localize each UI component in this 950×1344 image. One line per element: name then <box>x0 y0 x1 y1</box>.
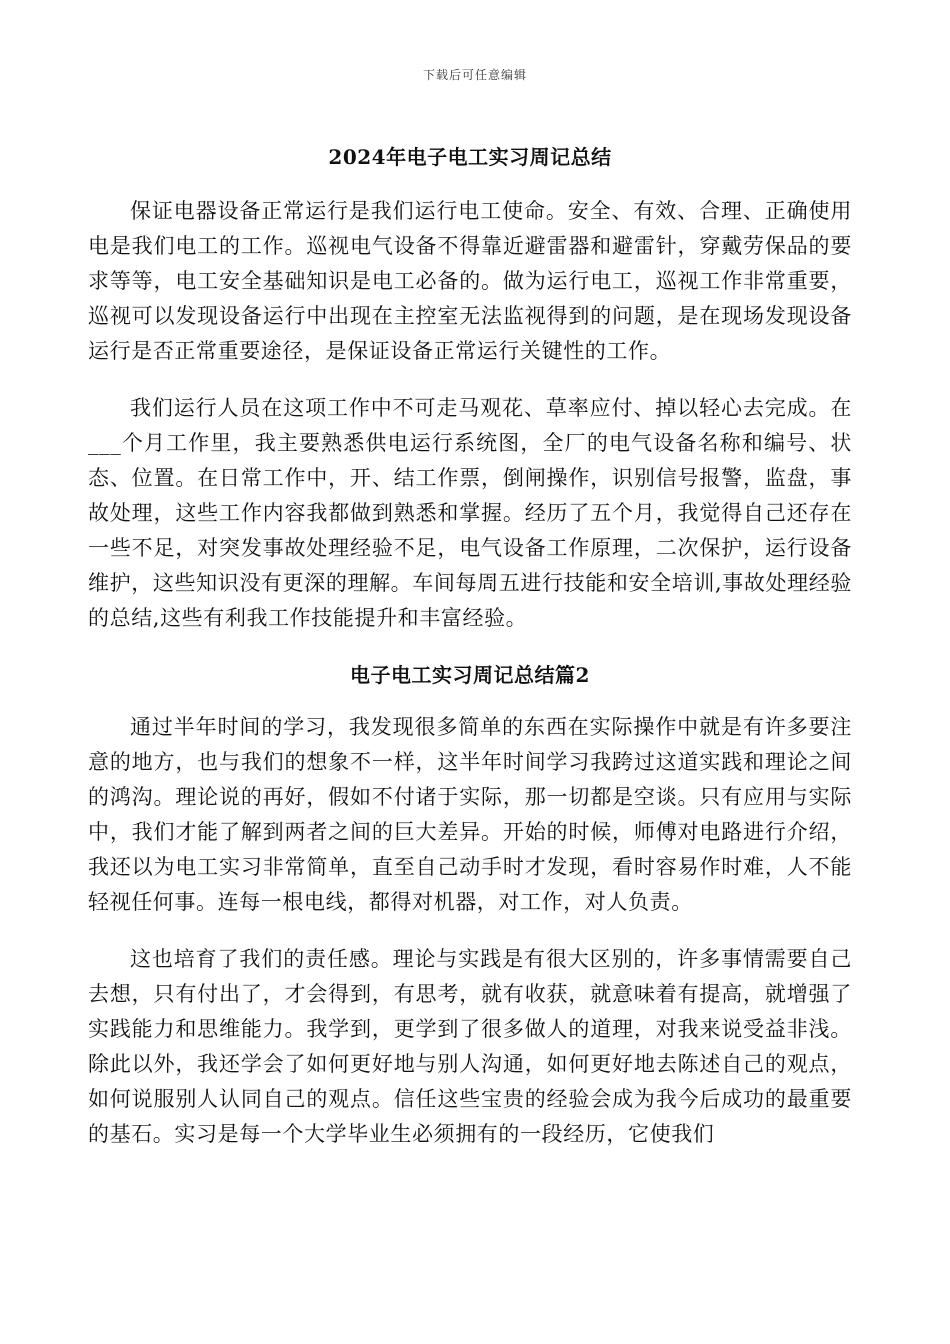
header-note: 下载后可任意编辑 <box>422 68 527 82</box>
paragraph: 我们运行人员在这项工作中不可走马观花、草率应付、掉以轻心去完成。在___个月工作里，我主要熟悉供电运行系统图，全厂的电气设备名称和编号、状态、位置。在日常工作中，开、结工作票，倒闸操作，识别信号报警，监盘，事故处理，这些工作内容我都做到熟悉和掌握。经历了五个月，我觉得自己还存在一些不足，对突发事故处理经验不足，电气设备工作原理，二次保护，运行设备维护，这些知识没有更深的理解。车间每周五进行技能和安全培训,事故处理经验的总结,这些有利我工作技能提升和丰富经验。 <box>88 396 852 630</box>
paragraph: 这也培育了我们的责任感。理论与实践是有很大区别的，许多事情需要自己去想，只有付出了，才会得到，有思考，就有收获，就意味着有提高，就增强了实践能力和思维能力。我学到，更学到了很多做人的道理，对我来说受益非浅。除此以外，我还学会了如何更好地与别人沟通，如何更好地去陈述自己的观点，如何说服别人认同自己的观点。信任这些宝贵的经验会成为我今后成功的最重要的基石。实习是每一个大学毕业生必须拥有的一段经历，它使我们 <box>88 947 852 1146</box>
document-title: 2024年电子电工实习周记总结 <box>328 145 612 169</box>
document-body <box>88 140 852 1174</box>
section-heading: 电子电工实习周记总结篇2 <box>350 663 590 687</box>
paragraph: 保证电器设备正常运行是我们运行电工使命。安全、有效、合理、正确使用电是我们电工的工作。巡视电气设备不得靠近避雷器和避雷针，穿戴劳保品的要求等等，电工安全基础知识是电工必备的。做为运行电工，巡视工作非常重要，巡视可以发现设备运行中出现在主控室无法监视得到的问题，是在现场发现设备运行是否正常重要途径，是保证设备正常运行关键性的工作。 <box>88 199 852 363</box>
paragraph: 通过半年时间的学习，我发现很多简单的东西在实际操作中就是有许多要注意的地方，也与我们的想象不一样，这半年时间学习我跨过这道实践和理论之间的鸿沟。理论说的再好，假如不付诸于实际，那一切都是空谈。只有应用与实际中，我们才能了解到两者之间的巨大差异。开始的时候，师傅对电路进行介绍，我还以为电工实习非常简单，直至自己动手时才发现，看时容易作时难，人不能轻视任何事。连每一根电线，都得对机器，对工作，对人负责。 <box>88 715 852 914</box>
